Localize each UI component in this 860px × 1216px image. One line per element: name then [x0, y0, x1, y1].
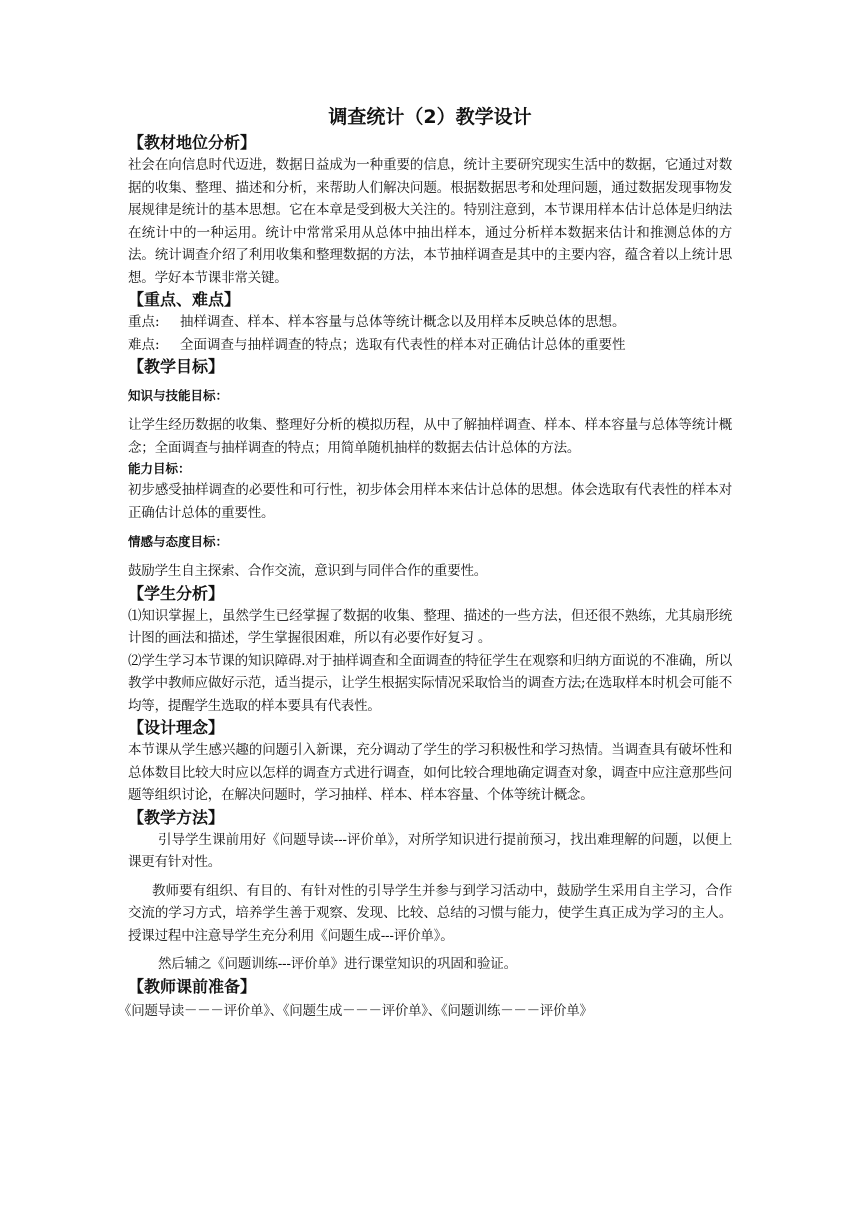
- difficult-point-row: [128, 334, 732, 357]
- document-title: 调查统计（2）教学设计: [328, 106, 532, 128]
- emotion-goal-text: 鼓励学生自主探索、合作交流，意识到与同伴合作的重要性。: [128, 563, 488, 579]
- student-analysis-item-1: ⑴知识掌握上，虽然学生已经掌握了数据的收集、整理、描述的一些方法，但还很不熟练，尤其扇形统计图的画法和描述，学生掌握很困难，所以有必要作好复习 。: [128, 607, 732, 646]
- section-heading-students: 【学生分析】: [128, 583, 225, 603]
- concept-paragraph: 本节课从学生感兴趣的问题引入新课，充分调动了学生的学习积极性和学习热情。当调查具有破坏性和总体数目比较大时应以怎样的调查方式进行调查，如何比较合理地确定调查对象，调查中应注意那些问题等组织讨论，在解决问题时，学习抽样、样本、样本容量、个体等统计概念。: [128, 742, 732, 803]
- section-heading-goals: 【教学目标】: [128, 357, 225, 376]
- methods-paragraph-2: 教师要有组织、有目的、有针对性的引导学生并参与到学习活动中，鼓励学生采用自主学习，合作交流的学习方式，培养学生善于观察、发现、比较、总结的习惯与能力，使学生真正成为学习的主人。授课过程中注意导学生充分利用《问题生成---评价单》。: [128, 882, 732, 944]
- key-point-label: 重点:: [128, 314, 160, 330]
- methods-paragraph-1: 引导学生课前用好《问题导读---评价单》，对所学知识进行提前预习，找出难理解的问题，以便上课更有针对性。: [128, 831, 732, 870]
- knowledge-goal-text: 让学生经历数据的收集、整理好分析的模拟历程，从中了解抽样调查、样本、样本容量与总体等统计概念；全面调查与抽样调查的特点；用简单随机抽样的数据去估计总体的方法。: [128, 417, 732, 456]
- position-paragraph: 社会在向信息时代迈进，数据日益成为一种重要的信息，统计主要研究现实生活中的数据，它通过对数据的收集、整理、描述和分析，来帮助人们解决问题。根据数据思考和处理问题，通过数据发现事物发展规律是统计的基本思想。它在本章是受到极大关注的。特别注意到，本节课用样本估计总体是归纳法在统计中的一种运用。统计中常常采用从总体中抽出样本，通过分析样本数据来估计和推测总体的方法。统计调查介绍了利用收集和整理数据的方法，本节抽样调查是其中的主要内容，蕴含着以上统计思想。学好本节课非常关键。: [128, 157, 732, 286]
- ability-goal-text: 初步感受抽样调查的必要性和可行性，初步体会用样本来估计总体的思想。体会选取有代表性的样本对正确估计总体的重要性。: [128, 482, 732, 521]
- section-heading-preparation: 【教师课前准备】: [128, 976, 257, 996]
- difficult-point-text: 全面调查与抽样调查的特点；选取有代表性的样本对正确估计总体的重要性: [180, 336, 626, 353]
- key-point-row: [128, 311, 732, 334]
- knowledge-goal-label: 知识与技能目标：: [128, 388, 229, 403]
- document-body: [128, 104, 732, 998]
- student-analysis-item-2: ⑵学生学习本节课的知识障碍.对于抽样调查和全面调查的特征学生在观察和归纳方面说的不准确，所以教学中教师应做好示范，适当提示，让学生根据实际情况采取恰当的调查方法;在选取样本时机会可能不均等，提醒学生选取的样本要具有代表性。: [128, 652, 732, 714]
- emotion-goal-label: 情感与态度目标：: [128, 534, 229, 549]
- difficult-point-label: 难点:: [128, 336, 160, 353]
- section-heading-concept: 【设计理念】: [128, 718, 225, 737]
- preparation-text: 《问题导读－－－评价单》、《问题生成－－－评价单》、《问题训练－－－评价单》: [118, 1002, 593, 1019]
- key-point-text: 抽样调查、样本、样本容量与总体等统计概念以及用样本反映总体的思想。: [180, 314, 626, 330]
- ability-goal-label: 能力目标：: [128, 461, 191, 476]
- section-heading-key-points: 【重点、难点】: [128, 290, 241, 309]
- section-heading-position: 【教材地位分析】: [128, 133, 257, 152]
- section-heading-methods: 【教学方法】: [128, 807, 225, 827]
- methods-paragraph-3: 然后辅之《问题训练---评价单》进行课堂知识的巩固和验证。: [158, 956, 517, 972]
